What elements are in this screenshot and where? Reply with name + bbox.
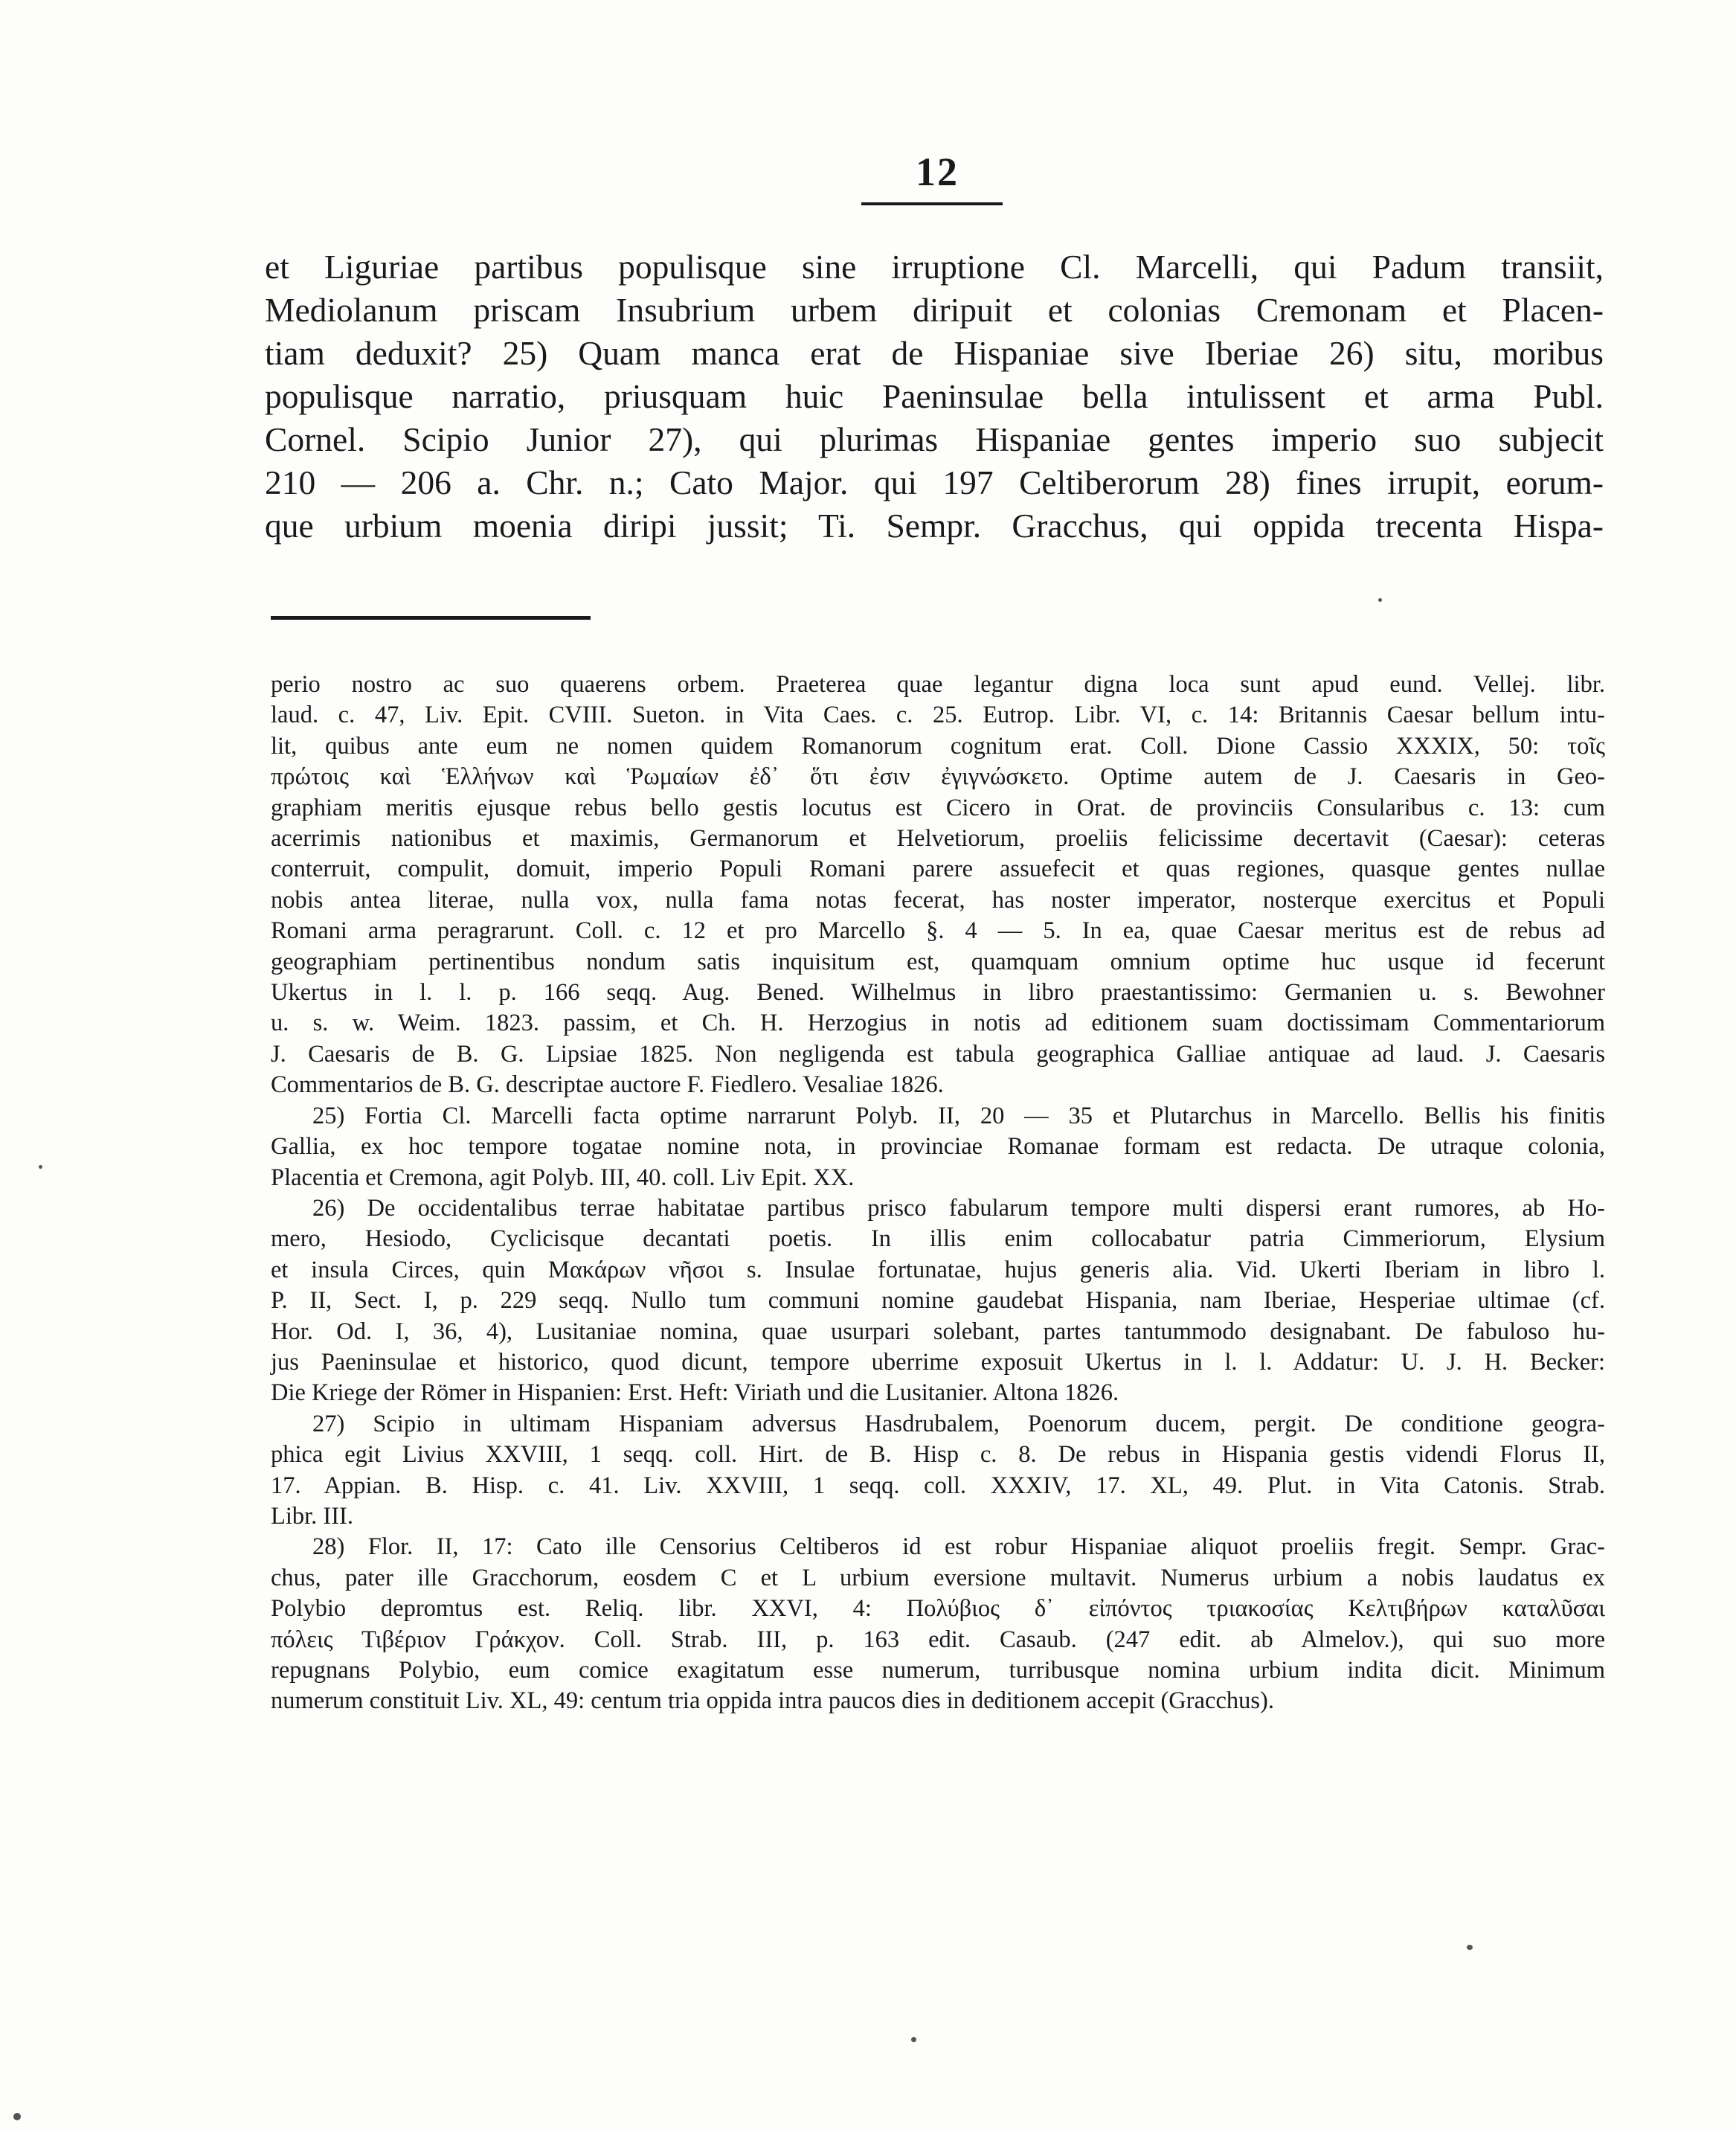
footnote-line: 25) Fortia Cl. Marcelli facta optime narrarunt Polyb. II, 20 — 35 et Plutarchus in Marcello. Bellis his finitis	[312, 1102, 1605, 1129]
footnote-line: Gallia, ex hoc tempore togatae nomine nota, in provinciae Romanae formam est redacta. De utraque colonia,	[271, 1133, 1605, 1161]
footnotes-block	[271, 670, 1605, 1717]
footnote-line: Ukertus in l. l. p. 166 seqq. Aug. Bened. Wilhelmus in libro praestantissimo: Germanien u. s. Bewohner	[271, 979, 1605, 1007]
paper-speck	[1378, 598, 1382, 602]
footnote-line: lit, quibus ante eum ne nomen quidem Romanorum cognitum erat. Coll. Dione Cassio XXXIX, 50: τοῖς	[271, 732, 1605, 760]
footnote-line: u. s. w. Weim. 1823. passim, et Ch. H. Herzogius in notis ad editionem suam doctissimam Commentariorum	[271, 1010, 1605, 1037]
main-text-line: tiam deduxit? 25) Quam manca erat de Hispaniae sive Iberiae 26) situ, moribus	[265, 334, 1604, 372]
footnote-line: 28) Flor. II, 17: Cato ille Censorius Celtiberos id est robur Hispaniae aliquot proeliis fregit. Sempr. Grac-	[312, 1533, 1605, 1561]
main-text-line: populisque narratio, priusquam huic Paeninsulae bella intulissent et arma Publ.	[265, 377, 1604, 415]
footnote-line: Hor. Od. I, 36, 4), Lusitaniae nomina, quae usurpari solebant, partes tantummodo designabant. De fabuloso hu-	[271, 1318, 1605, 1345]
footnote-line: 27) Scipio in ultimam Hispaniam adversus Hasdrubalem, Poenorum ducem, pergit. De conditione geogra-	[312, 1410, 1605, 1437]
footnote-line: Romani arma peragrarunt. Coll. c. 12 et pro Marcello §. 4 — 5. In ea, quae Caesar meritus est de rebus ad	[271, 917, 1605, 945]
footnote-line: πρώτοις καὶ Ἑλλήνων καὶ Ῥωμαίων ἐδ᾽ ὅτι ἐσιν ἐγιγνώσκετο. Optime autem de J. Caesaris in Geo-	[271, 763, 1605, 791]
main-text-line: que urbium moenia diripi jussit; Ti. Sempr. Gracchus, qui oppida trecenta Hispa-	[265, 507, 1604, 545]
footnote-line: repugnans Polybio, eum comice exagitatum esse numerum, turribusque nomina urbium indita dicit. Minimum	[271, 1657, 1605, 1684]
paper-speck	[39, 1165, 42, 1169]
main-text-line: et Liguriae partibus populisque sine irruptione Cl. Marcelli, qui Padum transiit,	[265, 248, 1604, 286]
footnote-line: P. II, Sect. I, p. 229 seqq. Nullo tum communi nomine gaudebat Hispania, nam Iberiae, Hesperiae ultimae (cf.	[271, 1287, 1605, 1315]
footnote-line: phica egit Livius XXVIII, 1 seqq. coll. Hirt. de B. Hisp c. 8. De rebus in Hispania gestis videndi Florus II,	[271, 1441, 1605, 1469]
footnote-line: graphiam meritis ejusque rebus bello gestis locutus est Cicero in Orat. de provinciis Consularibus c. 13: cum	[271, 794, 1605, 821]
footnote-line: et insula Circes, quin Μακάρων νῆσοι s. Insulae fortunatae, hujus generis alia. Vid. Ukerti Iberiam in libro l.	[271, 1256, 1605, 1283]
footnote-line: Libr. III.	[271, 1502, 354, 1530]
footnote-line: acerrimis nationibus et maximis, Germanorum et Helvetiorum, proeliis felicissime decertavit (Caesar): ceteras	[271, 825, 1605, 853]
footnote-line: mero, Hesiodo, Cyclicisque decantati poetis. In illis enim collocabatur patria Cimmeriorum, Elysium	[271, 1225, 1605, 1253]
paper-speck	[911, 2037, 916, 2042]
main-body-text	[265, 246, 1604, 548]
footnote-line: conterruit, compulit, domuit, imperio Populi Romani parere assuefecit et quas regiones, quasque gentes nullae	[271, 856, 1605, 883]
footnote-line: nobis antea literae, nulla vox, nulla fama notas fecerat, has noster imperator, nosterque exercitus et Populi	[271, 886, 1605, 914]
page-number-rule	[861, 202, 1003, 205]
footnote-line: perio nostro ac suo quaerens orbem. Praeterea quae legantur digna loca sunt apud eund. Vellej. libr.	[271, 671, 1605, 698]
footnote-line: Commentarios de B. G. descriptae auctore F. Fiedlero. Vesaliae 1826.	[271, 1071, 944, 1099]
footnote-line: 17. Appian. B. Hisp. c. 41. Liv. XXVIII, 1 seqq. coll. XXXIV, 17. XL, 49. Plut. in Vita Catonis. Strab.	[271, 1472, 1605, 1499]
footnote-line: Die Kriege der Römer in Hispanien: Erst. Heft: Viriath und die Lusitanier. Altona 1826.	[271, 1379, 1119, 1407]
footnote-separator	[271, 616, 591, 620]
footnote-line: numerum constituit Liv. XL, 49: centum tria oppida intra paucos dies in deditionem accepit (Gracchus).	[271, 1687, 1274, 1715]
main-text-line: 210 — 206 a. Chr. n.; Cato Major. qui 197 Celtiberorum 28) fines irrupit, eorum-	[265, 463, 1604, 501]
footnote-line: Placentia et Cremona, agit Polyb. III, 40. coll. Liv Epit. XX.	[271, 1164, 855, 1191]
footnote-line: chus, pater ille Gracchorum, eosdem C et L urbium eversione multavit. Numerus urbium a nobis laudatus ex	[271, 1564, 1605, 1591]
footnote-line: πόλεις Τιβέριον Γράκχον. Coll. Strab. III, p. 163 edit. Casaub. (247 edit. ab Almelov.), qui suo more	[271, 1626, 1605, 1653]
footnote-line: J. Caesaris de B. G. Lipsiae 1825. Non negligenda est tabula geographica Galliae antiquae ad laud. J. Caesaris	[271, 1040, 1605, 1068]
page-number: 12	[916, 150, 959, 194]
footnote-line: laud. c. 47, Liv. Epit. CVIII. Sueton. in Vita Caes. c. 25. Eutrop. Libr. VI, c. 14: Britannis Caesar bellum intu-	[271, 702, 1605, 729]
footnote-line: jus Paeninsulae et historico, quod dicunt, tempore uberrime exposuit Ukertus in l. l. Addatur: U. J. H. Becker:	[271, 1348, 1605, 1376]
footnote-line: Polybio depromtus est. Reliq. libr. XXVI, 4: Πολύβιος δ᾽ εἰπόντος τριακοσίας Κελτιβήρων καταλῦσαι	[271, 1595, 1605, 1623]
main-text-line: Mediolanum priscam Insubrium urbem diripuit et colonias Cremonam et Placen-	[265, 291, 1604, 329]
paper-speck	[1467, 1945, 1473, 1950]
main-text-line: Cornel. Scipio Junior 27), qui plurimas Hispaniae gentes imperio suo subjecit	[265, 420, 1604, 458]
footnote-line: 26) De occidentalibus terrae habitatae partibus prisco fabularum tempore multi dispersi erant rumores, ab Ho-	[312, 1194, 1605, 1222]
footnote-line: geographiam pertinentibus nondum satis inquisitum est, quamquam omnium optime huc usque id fecerunt	[271, 948, 1605, 975]
paper-speck	[13, 2113, 21, 2120]
